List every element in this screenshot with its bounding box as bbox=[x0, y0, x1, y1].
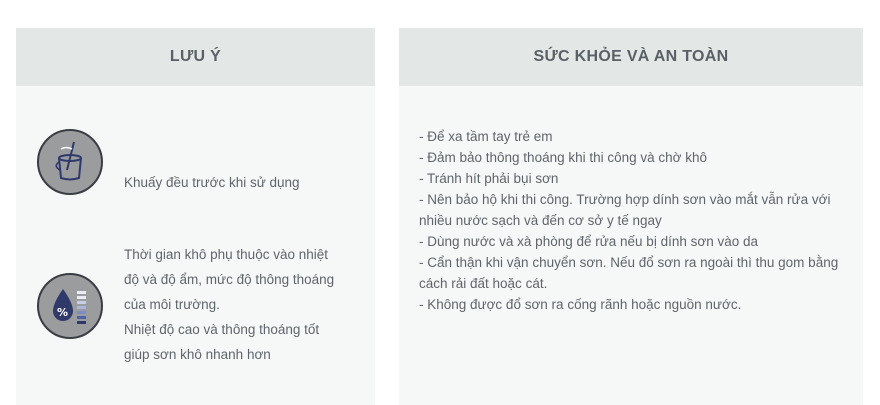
note-line: của môi trường. bbox=[124, 297, 220, 312]
note-dry-time-text bbox=[124, 242, 349, 367]
note-line: độ và độ ẩm, mức độ thông thoáng bbox=[124, 272, 335, 287]
list-item: - Không được đổ sơn ra cống rãnh hoặc nguồn nước. bbox=[419, 297, 742, 312]
humidity-temperature-icon bbox=[37, 273, 103, 339]
list-item: - Nên bảo hộ khi thi công. Trường hợp dính sơn vào mắt vẫn rửa với nhiều nước sạch và đến cơ sở y tế ngay bbox=[419, 192, 831, 228]
note-dry-time bbox=[37, 242, 349, 367]
health-safety-panel bbox=[399, 28, 863, 405]
list-item: - Dùng nước và xà phòng để rửa nếu bị dính sơn vào da bbox=[419, 234, 758, 249]
list-item: - Đảm bảo thông thoáng khi thi công và chờ khô bbox=[419, 150, 708, 165]
note-stir-text bbox=[124, 170, 300, 195]
notes-panel bbox=[16, 28, 375, 405]
note-line: giúp sơn khô nhanh hơn bbox=[124, 347, 271, 362]
notes-panel-title: LƯU Ý bbox=[16, 28, 375, 86]
note-line: Nhiệt độ cao và thông thoáng tốt bbox=[124, 322, 320, 337]
paint-bucket-stir-icon bbox=[37, 129, 103, 195]
list-item: - Để xa tầm tay trẻ em bbox=[419, 129, 553, 144]
svg-text:%: % bbox=[57, 305, 69, 319]
note-line: Khuấy đều trước khi sử dụng bbox=[124, 175, 300, 190]
note-line: Thời gian khô phụ thuộc vào nhiệt bbox=[124, 247, 328, 262]
list-item: - Tránh hít phải bụi sơn bbox=[419, 171, 559, 186]
safety-list bbox=[419, 126, 849, 315]
health-safety-title: SỨC KHỎE VÀ AN TOÀN bbox=[399, 28, 863, 86]
list-item: - Cẩn thận khi vận chuyển sơn. Nếu đổ sơn ra ngoài thì thu gom bằng cách rải đất hoặc cát. bbox=[419, 255, 839, 291]
note-stir bbox=[37, 128, 300, 195]
